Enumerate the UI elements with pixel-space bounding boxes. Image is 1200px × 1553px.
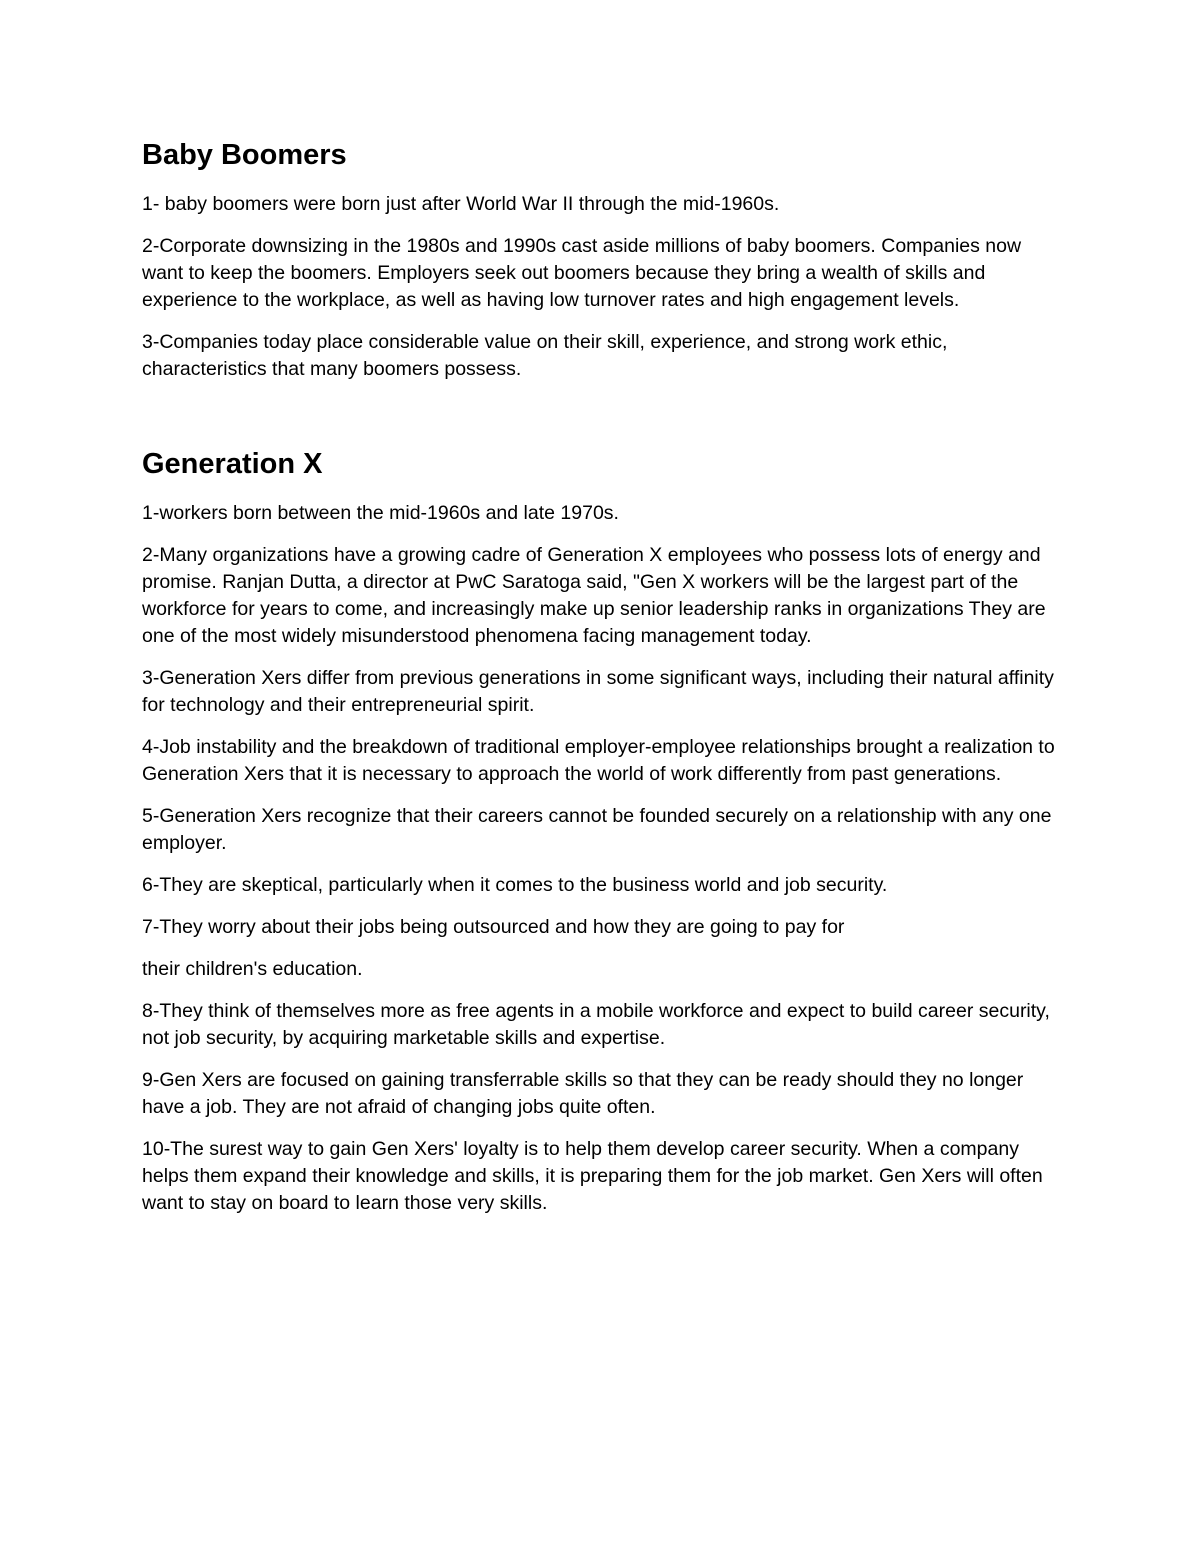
generation-x-point-5: 5-Generation Xers recognize that their careers cannot be founded securely on a relationship with any one employer. [142, 804, 1052, 854]
generation-x-point-4: 4-Job instability and the breakdown of traditional employer-employee relationships brought a realization to Generation Xers that it is necessary to approach the world of work differently from past generations. [142, 735, 1055, 785]
generation-x-point-7-continued: their children's education. [142, 957, 363, 980]
heading-baby-boomers: Baby Boomers [142, 139, 347, 171]
baby-boomers-point-2: 2-Corporate downsizing in the 1980s and 1990s cast aside millions of baby boomers. Companies now want to keep the boomers. Employers seek out boomers because they bring a wealth of skills and experience to the workplace, as well as having low turnover rates and high engagement levels. [142, 234, 1022, 311]
document-content [142, 138, 1062, 1232]
baby-boomers-point-1: 1- baby boomers were born just after World War II through the mid-1960s. [142, 192, 780, 215]
generation-x-point-9: 9-Gen Xers are focused on gaining transferrable skills so that they can be ready should they no longer have a job. They are not afraid of changing jobs quite often. [142, 1068, 1024, 1118]
heading-generation-x: Generation X [142, 447, 323, 480]
baby-boomers-point-3: 3-Companies today place considerable value on their skill, experience, and strong work ethic, characteristics that many boomers possess. [142, 330, 948, 380]
generation-x-point-1: 1-workers born between the mid-1960s and late 1970s. [142, 501, 619, 524]
generation-x-point-6: 6-They are skeptical, particularly when it comes to the business world and job security. [142, 873, 888, 896]
generation-x-point-7: 7-They worry about their jobs being outsourced and how they are going to pay for [142, 915, 845, 938]
section-spacer [142, 398, 1062, 447]
generation-x-point-2: 2-Many organizations have a growing cadre of Generation X employees who possess lots of energy and promise. Ranjan Dutta, a director at PwC Saratoga said, "Gen X workers will be the largest part of the workforce for years to come, and increasingly make up senior leadership ranks in organizations They are one of the most widely misunderstood phenomena facing management today. [142, 543, 1046, 647]
generation-x-point-10: 10-The surest way to gain Gen Xers' loyalty is to help them develop career security. When a company helps them expand their knowledge and skills, it is preparing them for the job market. Gen Xers will often want to stay on board to learn those very skills. [142, 1137, 1043, 1214]
generation-x-point-3: 3-Generation Xers differ from previous generations in some significant ways, including their natural affinity for technology and their entrepreneurial spirit. [142, 666, 1054, 716]
generation-x-point-8: 8-They think of themselves more as free agents in a mobile workforce and expect to build career security, not job security, by acquiring marketable skills and expertise. [142, 999, 1050, 1049]
